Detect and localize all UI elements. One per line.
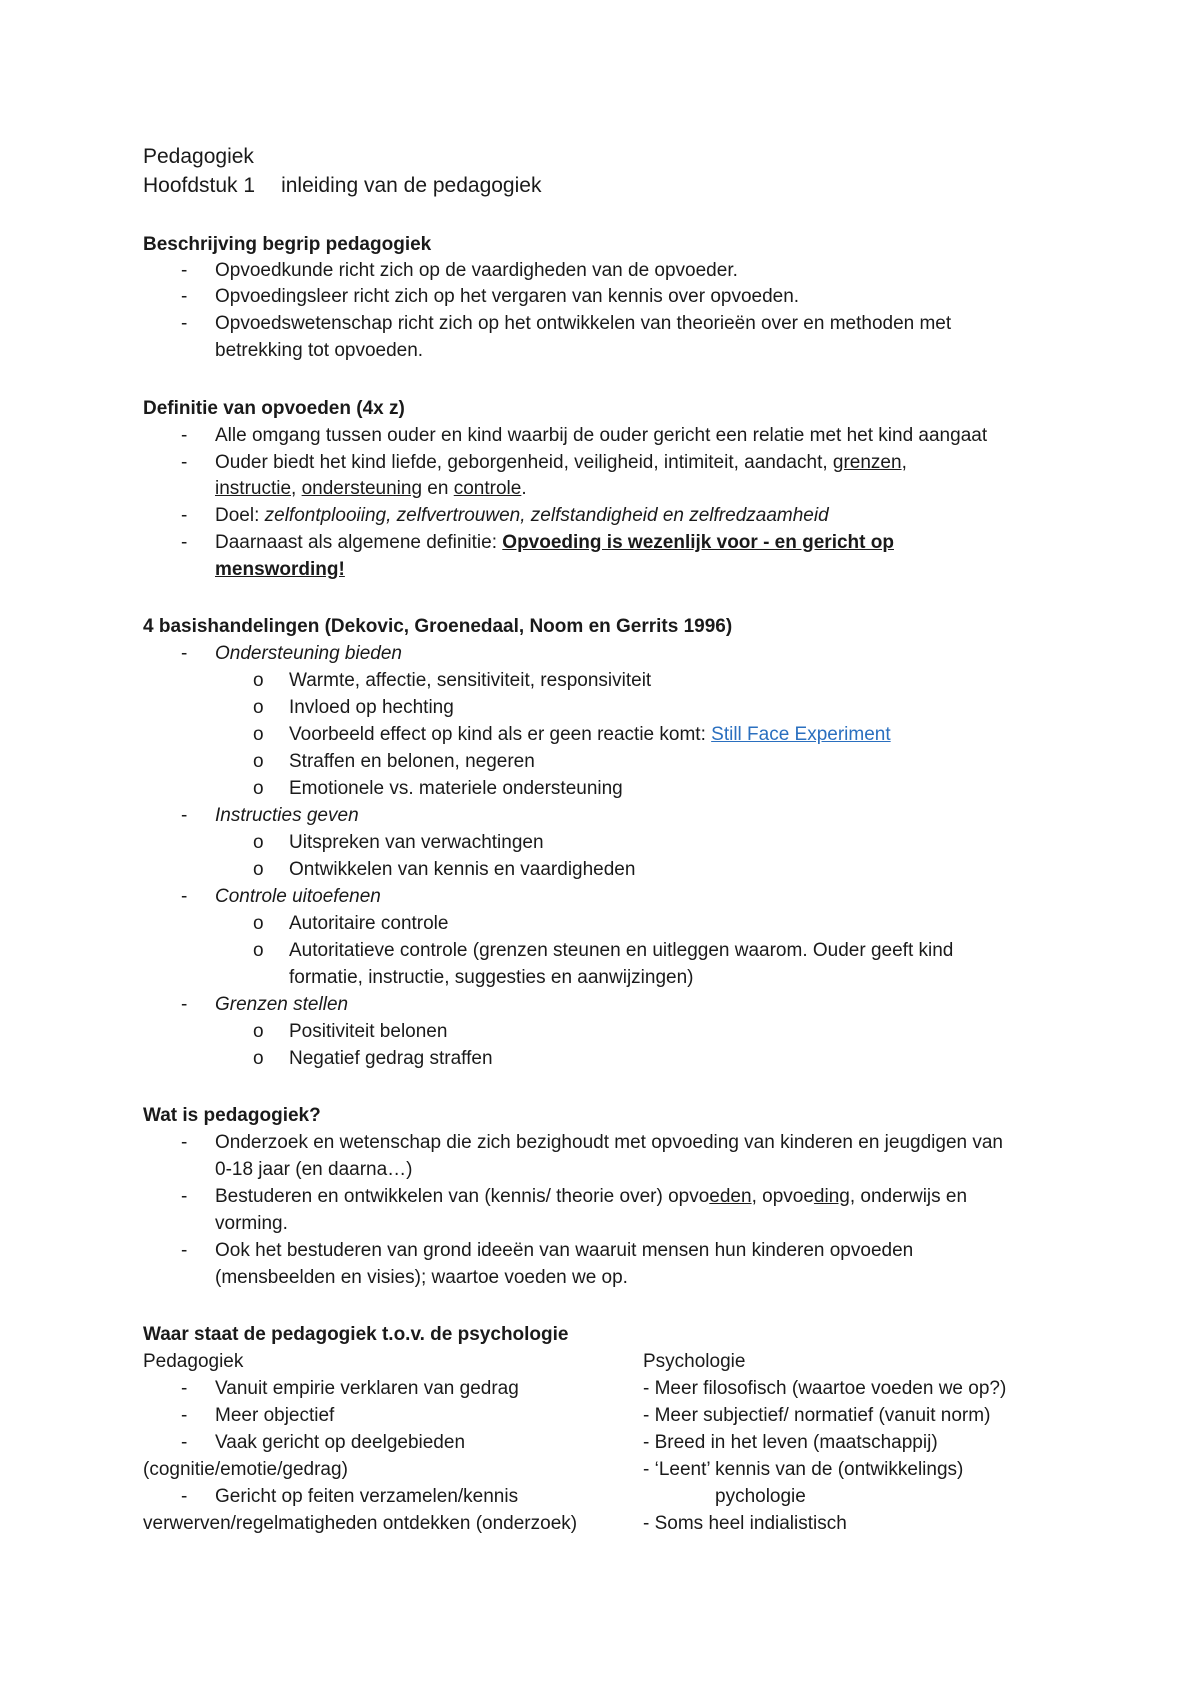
bold-underlined-text: menswording! — [215, 559, 345, 580]
list-item-continued: 0-18 jaar (en daarna…) — [215, 1159, 413, 1180]
sub-item-continued: formatie, instructie, suggesties en aanwijzingen) — [289, 967, 694, 988]
sub-item: Warmte, affectie, sensitiviteit, responsiviteit — [289, 670, 652, 691]
circle-bullet: o — [253, 859, 264, 880]
text-span: en — [422, 478, 454, 499]
section-heading: Waar staat de pedagogiek t.o.v. de psychologie — [143, 1324, 569, 1345]
list-item: Opvoedswetenschap richt zich op het ontwikkelen van theorieën over en methoden met — [215, 313, 952, 334]
dash-bullet: - — [181, 505, 188, 526]
text-span: Ouder biedt het kind liefde, geborgenheid, veiligheid, intimiteit, aandacht, — [215, 452, 833, 473]
dash-bullet: - — [181, 313, 188, 334]
left-column-item: Meer objectief — [215, 1405, 335, 1426]
list-item — [215, 1185, 967, 1209]
group-label: Instructies geven — [215, 805, 359, 826]
text-span: Bestuderen en ontwikkelen van (kennis/ theorie over) opvo — [215, 1186, 710, 1207]
list-item — [215, 504, 829, 528]
list-item — [215, 531, 894, 555]
circle-bullet: o — [253, 697, 264, 718]
column-title-psychologie: Psychologie — [643, 1351, 746, 1372]
sub-item: Negatief gedrag straffen — [289, 1048, 493, 1069]
sub-item: Autoritaire controle — [289, 913, 449, 934]
dash-bullet: - — [181, 1378, 188, 1399]
left-column-item: Vanuit empirie verklaren van gedrag — [215, 1378, 519, 1399]
list-item-continued — [215, 477, 527, 501]
dash-bullet: - — [181, 425, 188, 446]
bold-underlined-text: Opvoeding is wezenlijk voor - en gericht op — [502, 532, 894, 553]
sub-item: Ontwikkelen van kennis en vaardigheden — [289, 859, 636, 880]
circle-bullet: o — [253, 670, 264, 691]
left-column-item-continued: verwerven/regelmatigheden ontdekken (onderzoek) — [143, 1513, 578, 1534]
left-column-item-continued: (cognitie/emotie/gedrag) — [143, 1459, 348, 1480]
chapter-label: Hoofdstuk 1 — [143, 174, 256, 197]
list-item: Onderzoek en wetenschap die zich bezighoudt met opvoeding van kinderen en jeugdigen van — [215, 1132, 1003, 1153]
text-span: Daarnaast als algemene definitie: — [215, 532, 503, 553]
circle-bullet: o — [253, 940, 264, 961]
underlined-text: ondersteuning — [301, 478, 423, 499]
section-heading: Beschrijving begrip pedagogiek — [143, 234, 432, 255]
circle-bullet: o — [253, 1048, 264, 1069]
left-column-item: Gericht op feiten verzamelen/kennis — [215, 1486, 519, 1507]
list-item-continued — [215, 558, 345, 582]
right-column-item: - Soms heel indialistisch — [643, 1513, 847, 1534]
right-column-item: - Breed in het leven (maatschappij) — [643, 1432, 938, 1453]
dash-bullet: - — [181, 452, 188, 473]
underlined-text: grenzen — [832, 452, 902, 473]
group-label: Ondersteuning bieden — [215, 643, 402, 664]
sub-item: Straffen en belonen, negeren — [289, 751, 535, 772]
underlined-text: instructie — [215, 478, 292, 499]
dash-bullet: - — [181, 1186, 188, 1207]
text-span: Doel: — [215, 505, 265, 526]
sub-item: Autoritatieve controle (grenzen steunen en uitleggen waarom. Ouder geeft kind — [289, 940, 954, 961]
text-span: , opvoe — [751, 1186, 814, 1207]
chapter-name: inleiding van de pedagogiek — [281, 174, 542, 197]
section-heading: Wat is pedagogiek? — [143, 1105, 321, 1126]
section-heading: 4 basishandelingen (Dekovic, Groenedaal, Noom en Gerrits 1996) — [143, 616, 733, 637]
section-heading: Definitie van opvoeden (4x z) — [143, 398, 405, 419]
group-label: Grenzen stellen — [215, 994, 349, 1015]
dash-bullet: - — [181, 1240, 188, 1261]
circle-bullet: o — [253, 724, 264, 745]
column-title-pedagogiek: Pedagogiek — [143, 1351, 244, 1372]
sub-item — [289, 723, 891, 747]
text-span: Voorbeeld effect op kind als er geen reactie komt: — [289, 724, 712, 745]
dash-bullet: - — [181, 1405, 188, 1426]
underlined-text: ding — [813, 1186, 850, 1207]
list-item — [215, 451, 907, 475]
right-column-item-continued: pychologie — [715, 1486, 806, 1507]
right-column-item: - Meer subjectief/ normatief (vanuit norm) — [643, 1405, 991, 1426]
sub-item: Uitspreken van verwachtingen — [289, 832, 544, 853]
sub-item: Emotionele vs. materiele ondersteuning — [289, 778, 623, 799]
list-item-continued: (mensbeelden en visies); waartoe voeden we op. — [215, 1267, 628, 1288]
circle-bullet: o — [253, 913, 264, 934]
list-item: Alle omgang tussen ouder en kind waarbij de ouder gericht een relatie met het kind aangaat — [215, 425, 988, 446]
text-span: , onderwijs en — [849, 1186, 968, 1207]
left-column-item: Vaak gericht op deelgebieden — [215, 1432, 466, 1453]
dash-bullet: - — [181, 1432, 188, 1453]
dash-bullet: - — [181, 532, 188, 553]
sub-item: Positiviteit belonen — [289, 1021, 448, 1042]
list-item-continued: betrekking tot opvoeden. — [215, 340, 424, 361]
circle-bullet: o — [253, 832, 264, 853]
right-column-item: - Meer filosofisch (waartoe voeden we op?) — [643, 1378, 1007, 1399]
dash-bullet: - — [181, 1486, 188, 1507]
dash-bullet: - — [181, 643, 188, 664]
italic-text: zelfontplooiing, zelfvertrouwen, zelfstandigheid en zelfredzaamheid — [264, 505, 829, 526]
group-label: Controle uitoefenen — [215, 886, 381, 907]
doc-title: Pedagogiek — [143, 145, 254, 168]
dash-bullet: - — [181, 886, 188, 907]
dash-bullet: - — [181, 805, 188, 826]
text-span: , — [901, 452, 907, 473]
dash-bullet: - — [181, 286, 188, 307]
sub-item: Invloed op hechting — [289, 697, 454, 718]
dash-bullet: - — [181, 1132, 188, 1153]
list-item: Opvoedkunde richt zich op de vaardigheden van de opvoeder. — [215, 260, 738, 281]
dash-bullet: - — [181, 260, 188, 281]
underlined-text: controle — [453, 478, 522, 499]
underlined-text: eden — [709, 1186, 752, 1207]
list-item-continued: vorming. — [215, 1213, 288, 1234]
right-column-item: - ‘Leent’ kennis van de (ontwikkelings) — [643, 1459, 964, 1480]
circle-bullet: o — [253, 1021, 264, 1042]
list-item: Opvoedingsleer richt zich op het vergaren van kennis over opvoeden. — [215, 286, 800, 307]
list-item: Ook het bestuderen van grond ideeën van waaruit mensen hun kinderen opvoeden — [215, 1240, 914, 1261]
chapter-heading — [143, 174, 541, 198]
circle-bullet: o — [253, 751, 264, 772]
circle-bullet: o — [253, 778, 264, 799]
still-face-experiment-link[interactable]: Still Face Experiment — [711, 724, 891, 745]
dash-bullet: - — [181, 994, 188, 1015]
text-span: . — [521, 478, 527, 499]
text-span: , — [291, 478, 302, 499]
